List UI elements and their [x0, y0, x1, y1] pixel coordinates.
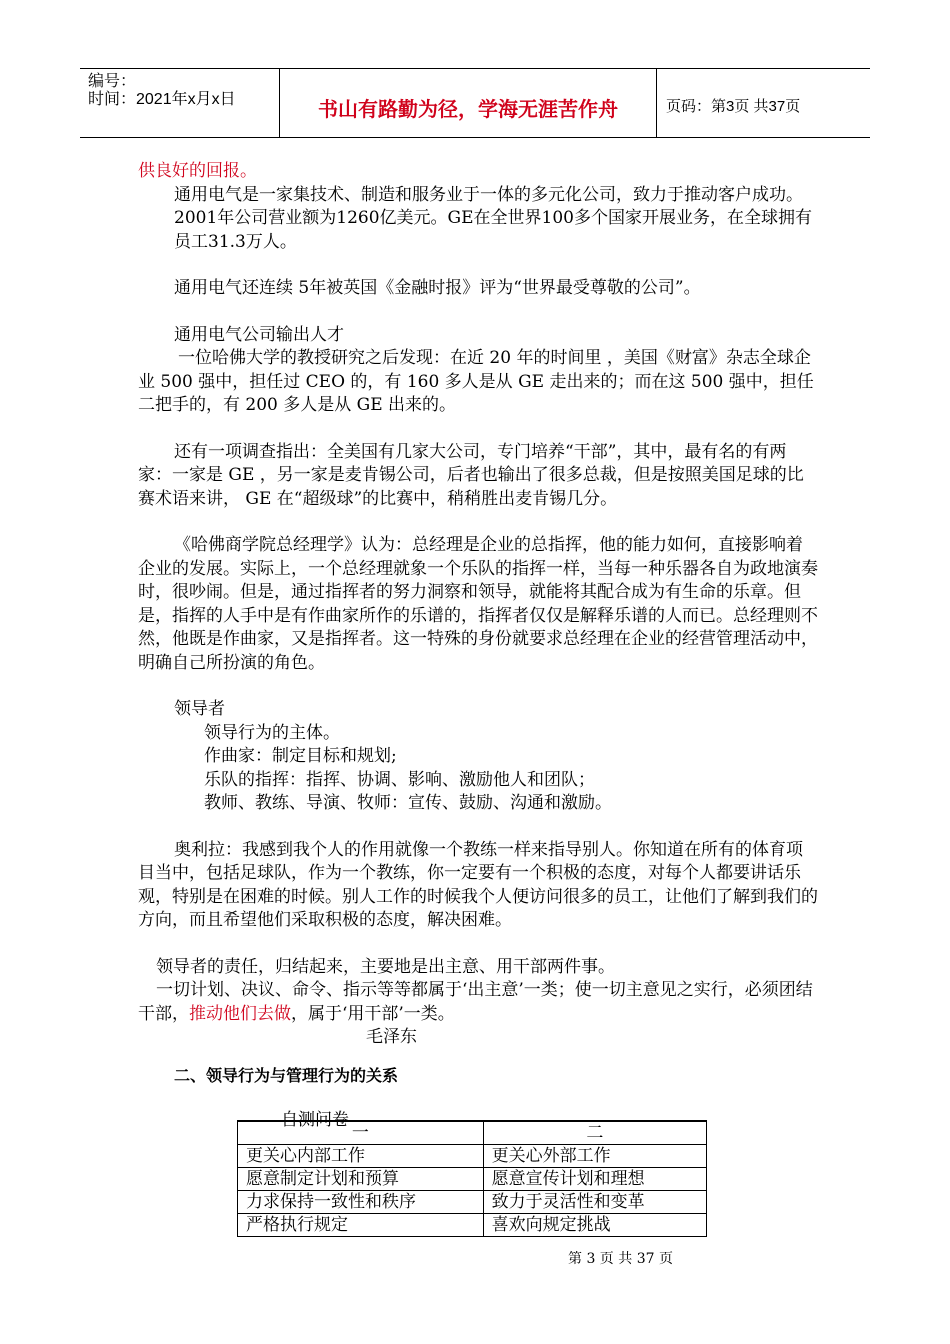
- quiz-table: [237, 1120, 707, 1237]
- table-row: [238, 1145, 707, 1168]
- column-header: 二: [483, 1121, 706, 1145]
- leader-item: 教师、教练、导演、牧师：宣传、鼓励、沟通和激励。: [204, 793, 612, 813]
- document-body: [138, 160, 818, 1133]
- signature: 毛泽东: [366, 1027, 417, 1047]
- table-row: [238, 1191, 707, 1214]
- paragraph: 通用电气是一家集技术、制造和服务业于一体的多元化公司，致力于推动客户成功。2001年公司营业额为1260亿美元。GE在全世界100多个国家开展业务，在全球拥有员工31.3万人。: [174, 184, 812, 252]
- paragraph: 奥利拉：我感到我个人的作用就像一个教练一样来指导别人。你知道在所有的体育项目当中，包括足球队，作为一个教练，你一定要有一个积极的态度，对每个人都要讲话乐观，特别是在困难的时候。别人工作的时候我个人便访问很多的员工，让他们了解到我们的方向，而且希望他们采取积极的态度，解决困难。: [138, 839, 818, 930]
- paragraph: [138, 979, 818, 1026]
- table-cell: 力求保持一致性和秩序: [238, 1191, 484, 1214]
- table-cell: 更关心内部工作: [238, 1145, 484, 1168]
- header-divider: [656, 69, 657, 137]
- paragraph: 领导者的责任，归结起来，主要地是出主意、用干部两件事。: [156, 956, 615, 977]
- number-label: 编号：: [88, 73, 137, 90]
- table-cell: 致力于灵活性和变革: [483, 1191, 706, 1214]
- paragraph-part: 一切计划、决议、命令、指示等等都属于‘出主意’一类；使一切主意见之实行，必须团结干部，: [138, 980, 813, 1024]
- leader-title: 领导者: [174, 699, 225, 719]
- column-header: 一: [238, 1121, 484, 1145]
- header-motto: 书山有路勤为径，学海无涯苦作舟: [318, 99, 618, 121]
- table-cell: 愿意宣传计划和理想: [483, 1168, 706, 1191]
- page-footer: 第 3 页 共 37 页: [568, 1251, 673, 1267]
- leader-item: 领导行为的主体。: [204, 722, 340, 743]
- paragraph-part: ，属于‘用干部’一类。: [291, 1003, 455, 1024]
- header-meta: [88, 73, 236, 109]
- table-row: [238, 1168, 707, 1191]
- table-cell: 严格执行规定: [238, 1214, 484, 1237]
- highlight-text: 推动他们去做: [189, 1003, 291, 1024]
- quiz-title: 自测问卷: [281, 1110, 349, 1130]
- paragraph: 还有一项调查指出：全美国有几家大公司，专门培养“干部”，其中，最有名的有两家：一家是 GE ，另一家是麦肯锡公司，后者也输出了很多总裁，但是按照美国足球的比赛术语来讲， GE 在“超级球”的比赛中，稍稍胜出麦肯锡几分。: [138, 441, 804, 509]
- table-cell: 愿意制定计划和预算: [238, 1168, 484, 1191]
- table-cell: 喜欢向规定挑战: [483, 1214, 706, 1237]
- date-label: 时间：2021年x月x日: [88, 91, 236, 108]
- paragraph: 《哈佛商学院总经理学》认为：总经理是企业的总指挥，他的能力如何，直接影响着企业的发展。实际上，一个总经理就象一个乐队的指挥一样，当每一种乐器各自为政地演奏时，很吵闹。但是，通过指挥者的努力洞察和领导，就能将其配合成为有生命的乐章。但是，指挥的人手中是有作曲家所作的乐谱的，指挥者仅仅是解释乐谱的人而已。总经理则不然，他既是作曲家，又是指挥者。这一特殊的身份就要求总经理在企业的经营管理活动中，明确自己所扮演的角色。: [138, 535, 818, 673]
- page-header: [80, 68, 870, 138]
- leader-item: 乐队的指挥：指挥、协调、影响、激励他人和团队；: [204, 769, 595, 790]
- paragraph: 通用电气公司输出人才: [174, 324, 344, 345]
- table-header-row: [238, 1121, 707, 1145]
- section-heading: 二、领导行为与管理行为的关系: [174, 1065, 399, 1085]
- paragraph: 一位哈佛大学的教授研究之后发现：在近 20 年的时间里 ，美国《财富》杂志全球企业 500 强中，担任过 CEO 的，有 160 多人是从 GE 走出来的；而在这 500 强中，担任二把手的，有 200 多人是从 GE 出来的。: [138, 348, 814, 415]
- leader-item: 作曲家：制定目标和规划;: [204, 746, 397, 766]
- table-cell: 更关心外部工作: [483, 1145, 706, 1168]
- header-page-info: 页码：第3页 共37页: [666, 98, 801, 115]
- paragraph: 通用电气还连续 5年被英国《金融时报》评为“世界最受尊敬的公司”。: [174, 278, 701, 298]
- table-row: [238, 1214, 707, 1237]
- paragraph: 供良好的回报。: [138, 161, 257, 181]
